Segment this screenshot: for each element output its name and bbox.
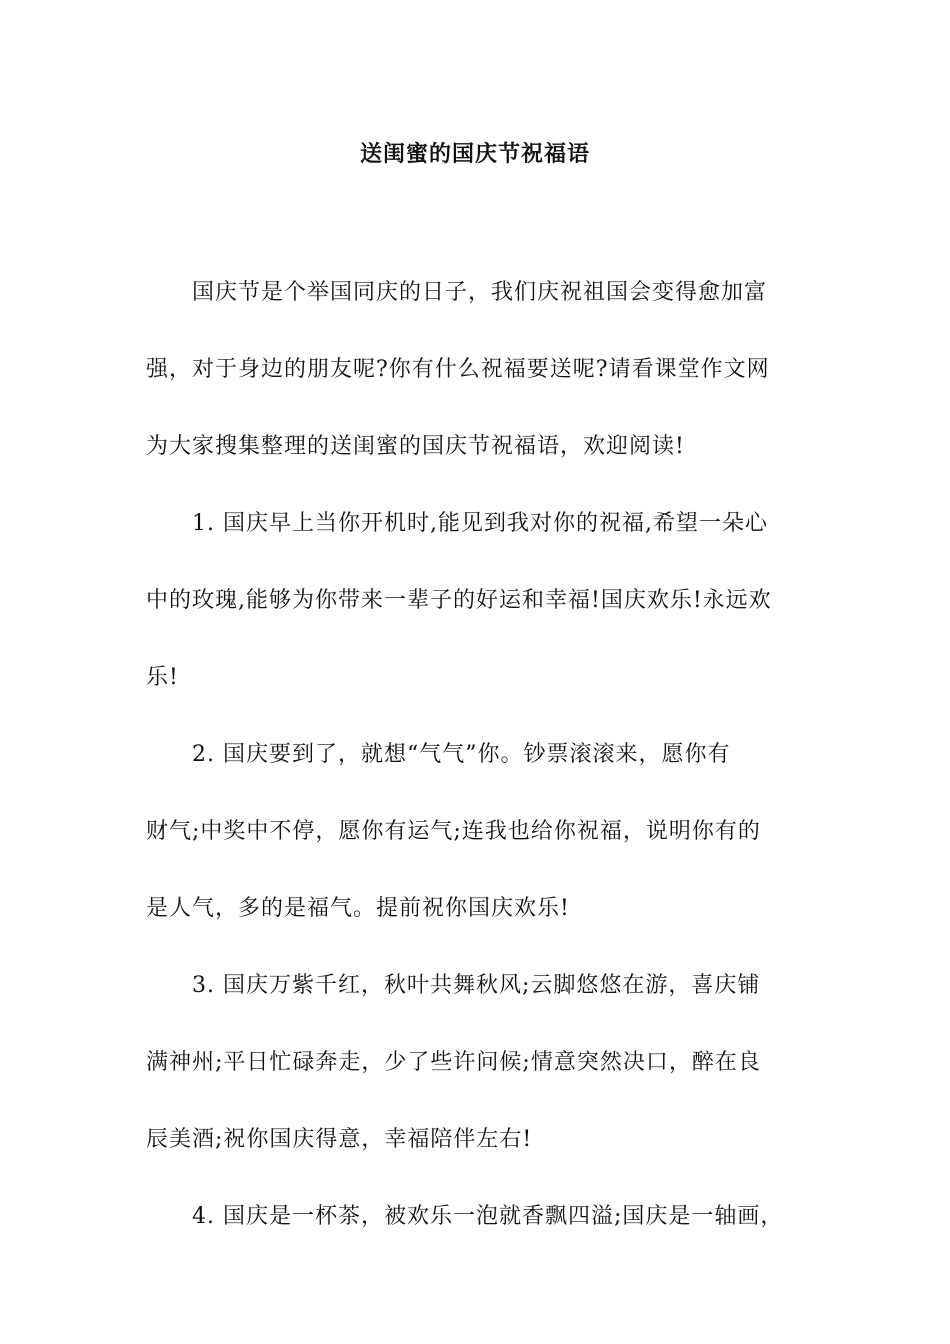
item-4-line-1: 4. 国庆是一杯茶，被欢乐一泡就香飘四溢;国庆是一轴画， [192,1204,784,1229]
paragraph-intro-line-1: 国庆节是个举国同庆的日子，我们庆祝祖国会变得愈加富 [192,280,768,305]
item-2-line-1: 2. 国庆要到了，就想“气气”你。钞票滚滚来，愿你有 [192,742,731,767]
item-2-line-3: 是人气，多的是福气。提前祝你国庆欢乐! [146,896,570,921]
item-3-line-3: 辰美酒;祝你国庆得意，幸福陪伴左右! [146,1127,533,1152]
item-2-line-2: 财气;中奖中不停，愿你有运气;连我也给你祝福，说明你有的 [146,819,761,844]
document-title: 送闺蜜的国庆节祝福语 [359,141,590,167]
item-3-line-1: 3. 国庆万紫千红，秋叶共舞秋风;云脚悠悠在游，喜庆铺 [192,973,761,998]
item-1-line-1: 1. 国庆早上当你开机时,能见到我对你的祝福,希望一朵心 [192,511,768,536]
item-1-line-2: 中的玫瑰,能够为你带来一辈子的好运和幸福!国庆欢乐!永远欢 [146,588,772,613]
item-3-line-2: 满神州;平日忙碌奔走，少了些许问候;情意突然决口，醉在良 [146,1050,761,1075]
paragraph-intro-line-3: 为大家搜集整理的送闺蜜的国庆节祝福语，欢迎阅读! [146,434,685,459]
document-body [146,254,826,1255]
item-1-line-3: 乐! [146,665,179,690]
paragraph-intro-line-2: 强，对于身边的朋友呢?你有什么祝福要送呢?请看课堂作文网 [146,357,770,382]
